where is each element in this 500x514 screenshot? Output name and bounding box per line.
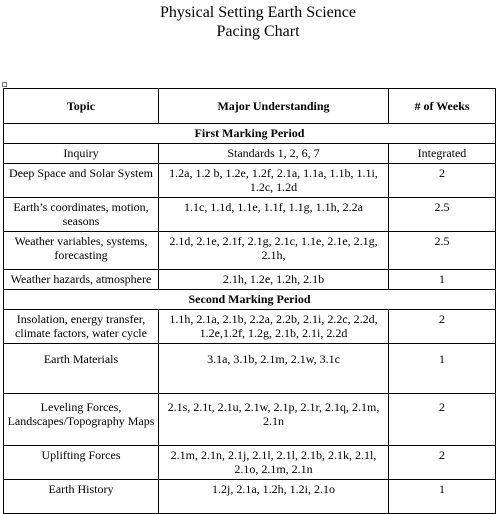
understanding-cell: 2.1d, 2.1e, 2.1f, 2.1g, 2.1c, 1.1e, 2.1e, 2.1g, 2.1h, (159, 232, 389, 270)
understanding-cell: 1.2a, 1.2 b, 1.2e, 1.2f, 2.1a, 1.1a, 1.1b, 1.1i, 1.2c, 1.2d (159, 164, 389, 198)
weeks-cell: 2 (389, 310, 496, 344)
understanding-cell: 1.2j, 2.1a, 1.2h, 1.2i, 2.1o (159, 480, 389, 514)
period-row-second (4, 290, 496, 310)
understanding-cell: 1.1h, 2.1a, 2.1b, 2.2a, 2.2b, 2.1i, 2.2c, 2.2d, 1.2e,1.2f, 1.2g, 2.1b, 2.1i, 2.2d (159, 310, 389, 344)
weeks-cell: 1 (389, 480, 496, 514)
table-row (4, 270, 496, 290)
weeks-cell: 2.5 (389, 232, 496, 270)
title-line-1: Physical Setting Earth Science (160, 4, 356, 21)
first-marking-period: First Marking Period (4, 124, 496, 144)
topic-cell: Leveling Forces, Landscapes/Topography Maps (4, 394, 159, 446)
table-row (4, 164, 496, 198)
topic-cell: Weather hazards, atmosphere (4, 270, 159, 290)
pacing-chart-table (3, 88, 496, 514)
weeks-cell: 2 (389, 164, 496, 198)
header-weeks: # of Weeks (389, 89, 496, 124)
topic-cell: Earth’s coordinates, motion, seasons (4, 198, 159, 232)
topic-cell: Insolation, energy transfer, climate factors, water cycle (4, 310, 159, 344)
understanding-cell: 1.1c, 1.1d, 1.1e, 1.1f, 1.1g, 1.1h, 2.2a (159, 198, 389, 232)
table-anchor-icon (2, 82, 7, 87)
understanding-cell: 2.1m, 2.1n, 2.1j, 2.1l, 2.1l, 2.1b, 2.1k, 2.1l, 2.1o, 2.1m, 2.1n (159, 446, 389, 480)
table-row (4, 446, 496, 480)
weeks-cell: 1 (389, 270, 496, 290)
second-marking-period: Second Marking Period (4, 290, 496, 310)
topic-cell: Inquiry (4, 144, 159, 164)
topic-cell: Weather variables, systems, forecasting (4, 232, 159, 270)
weeks-cell: 1 (389, 344, 496, 394)
table-row (4, 232, 496, 270)
topic-cell: Earth History (4, 480, 159, 514)
understanding-cell: 2.1h, 1.2e, 1.2h, 2.1b (159, 270, 389, 290)
table-row (4, 198, 496, 232)
table-row (4, 344, 496, 394)
header-major-understanding: Major Understanding (159, 89, 389, 124)
table-header-row (4, 89, 496, 124)
topic-cell: Earth Materials (4, 344, 159, 394)
topic-cell: Uplifting Forces (4, 446, 159, 480)
understanding-cell: 3.1a, 3.1b, 2.1m, 2.1w, 3.1c (159, 344, 389, 394)
understanding-cell: 2.1s, 2.1t, 2.1u, 2.1w, 2.1p, 2.1r, 2.1q, 2.1m, 2.1n (159, 394, 389, 446)
table-row (4, 480, 496, 514)
period-row-first (4, 124, 496, 144)
table-row (4, 310, 496, 344)
topic-cell: Deep Space and Solar System (4, 164, 159, 198)
weeks-cell: 2 (389, 394, 496, 446)
weeks-cell: 2.5 (389, 198, 496, 232)
document-title (0, 3, 500, 41)
weeks-cell: 2 (389, 446, 496, 480)
table-row (4, 394, 496, 446)
weeks-cell: Integrated (389, 144, 496, 164)
table-row (4, 144, 496, 164)
understanding-cell: Standards 1, 2, 6, 7 (159, 144, 389, 164)
title-line-2: Pacing Chart (216, 23, 300, 40)
header-topic: Topic (4, 89, 159, 124)
